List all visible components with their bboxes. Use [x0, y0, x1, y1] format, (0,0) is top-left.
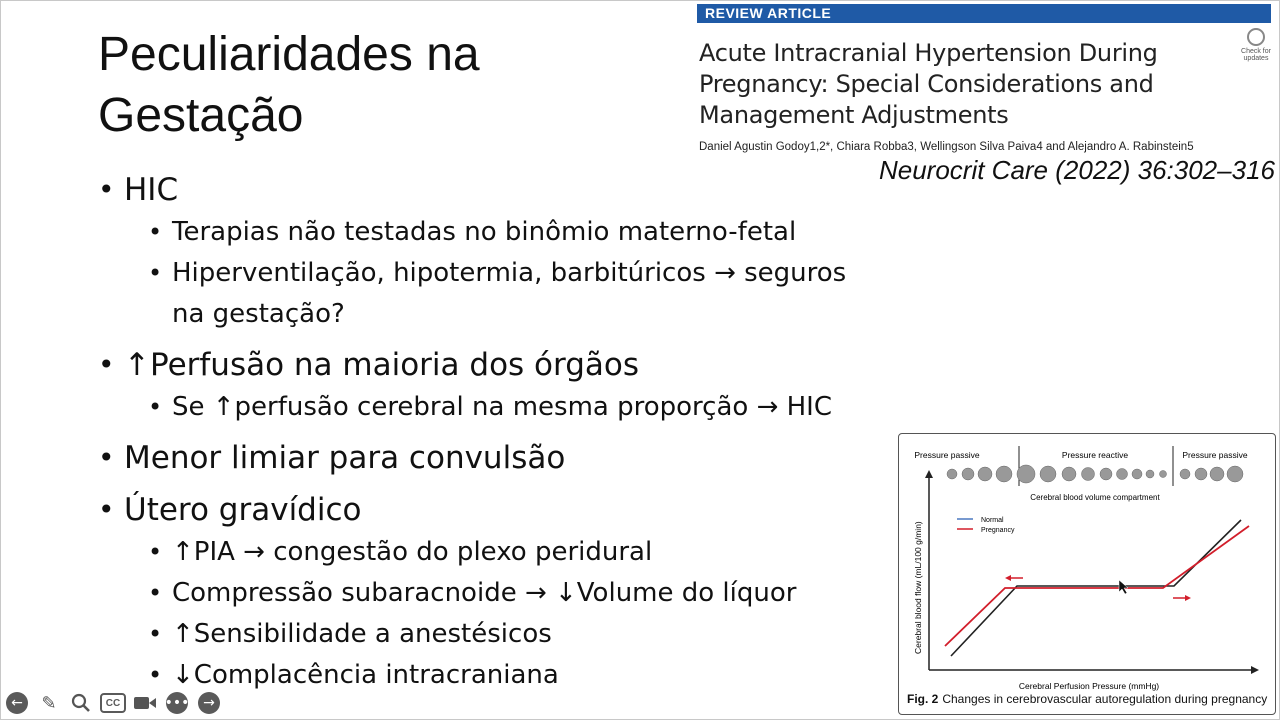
bullet-perfusion: • ↑Perfusão na maioria dos órgãos • Se ↑perfusão cerebral na mesma proporção → HIC [96, 343, 886, 428]
vessel-circle [1146, 470, 1154, 478]
pen-icon[interactable]: ✎ [41, 692, 57, 714]
bullet-seizure: • Menor limiar para convulsão [96, 436, 886, 480]
sub-bullet: • Terapias não testadas no binômio materno-fetal [124, 212, 886, 253]
vessel-circle [978, 467, 992, 481]
autoregulation-chart [899, 434, 1277, 716]
y-arrow [925, 470, 933, 478]
zone-label: Pressure reactive [1061, 450, 1129, 460]
captions-icon[interactable]: CC [100, 690, 126, 716]
back-icon[interactable]: ← [4, 690, 30, 716]
title-line-1: Peculiaridades na [98, 28, 480, 81]
vessel-circle [1160, 471, 1167, 478]
vessel-circle [1227, 466, 1243, 482]
more-icon[interactable]: ••• [164, 690, 190, 716]
vessel-circle [1082, 468, 1095, 481]
vessel-circles [947, 465, 1243, 483]
mouse-cursor-icon [1119, 580, 1128, 594]
sub-bullet: • ↑PIA → congestão do plexo peridural [124, 532, 886, 573]
article-citation: Neurocrit Care (2022) 36:302–316 [878, 155, 1275, 185]
vessel-circle [1017, 465, 1035, 483]
slide-title [98, 24, 480, 146]
bullet-list [96, 168, 886, 696]
camera-icon[interactable] [132, 690, 158, 716]
autoregulation-figure [898, 433, 1276, 715]
vessel-circle [1040, 466, 1056, 482]
title-line-2: Gestação [98, 89, 304, 142]
forward-icon[interactable]: → [196, 690, 222, 716]
check-updates-icon [1247, 28, 1265, 46]
review-article-ribbon: REVIEW ARTICLE [697, 4, 1271, 23]
vessel-circle [1132, 469, 1142, 479]
vessel-circle [1062, 467, 1076, 481]
check-updates-badge: Check for updates [1239, 28, 1273, 62]
vessel-circle [962, 468, 974, 480]
x-axis-label: Cerebral Perfusion Pressure (mmHg) [1018, 681, 1160, 691]
zone-label: Pressure passive [914, 450, 980, 460]
vessel-circle [1180, 469, 1190, 479]
vessel-circle [1210, 467, 1224, 481]
vessel-circle [947, 469, 957, 479]
zoom-icon[interactable] [68, 690, 94, 716]
x-arrow [1251, 666, 1259, 674]
compartment-label: Cerebral blood volume compartment [1030, 493, 1160, 502]
figure-caption: Fig. 2 Changes in cerebrovascular autoregulation during pregnancy [907, 692, 1268, 706]
vessel-circle [1195, 468, 1207, 480]
vessel-circle [1100, 468, 1112, 480]
bullet-hic: • HIC • Terapias não testadas no binômio materno-fetal • Hiperventilação, hipotermia, barbitúricos → seguros na gestação? [96, 168, 886, 335]
vessel-circle [996, 466, 1012, 482]
legend-normal-label: Normal [981, 517, 1004, 524]
article-authors: Daniel Agustin Godoy1,2*, Chiara Robba3, Wellingson Silva Paiva4 and Alejandro A. Rabinstein5 [699, 141, 1194, 153]
sub-bullet: • Compressão subaracnoide → ↓Volume do líquor [124, 573, 886, 614]
sub-bullet: • Hiperventilação, hipotermia, barbitúricos → seguros na gestação? [124, 253, 886, 335]
sub-bullet: • Se ↑perfusão cerebral na mesma proporção → HIC [124, 387, 886, 428]
presentation-toolbar [4, 690, 222, 716]
y-axis-label: Cerebral blood flow (mL/100 g/min) [913, 521, 923, 654]
zone-label: Pressure passive [1182, 450, 1248, 460]
sub-bullet: • ↑Sensibilidade a anestésicos [124, 614, 886, 655]
sub-bullet: • ↓Complacência intracraniana [124, 655, 886, 696]
article-title: Acute Intracranial Hypertension During Pregnancy: Special Considerations and Management Adjustments [699, 39, 1158, 129]
vessel-circle [1117, 469, 1128, 480]
legend-pregnancy-label: Pregnancy [981, 527, 1015, 534]
bullet-uterus: • Útero gravídico • ↑PIA → congestão do plexo peridural • Compressão subaracnoide → ↓Volume do líquor • ↑Sensibilidade a anestésicos • ↓Complacência intracraniana [96, 488, 886, 696]
article-header-image [697, 2, 1275, 188]
